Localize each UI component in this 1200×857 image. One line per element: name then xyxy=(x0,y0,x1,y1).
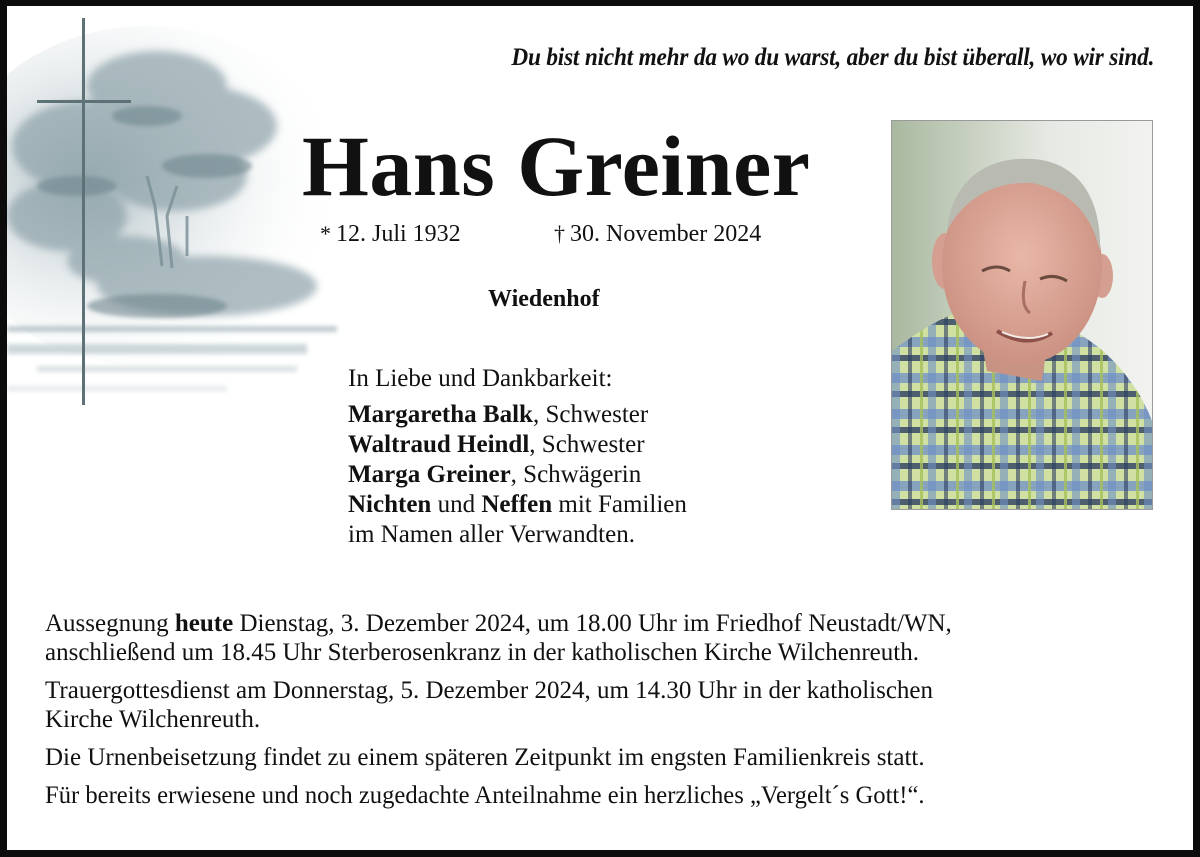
urn-burial-paragraph: Die Urnenbeisetzung findet zu einem späteren Zeitpunkt im engsten Familienkreis statt. xyxy=(45,744,925,771)
blessing-details: Dienstag, 3. Dezember 2024, um 18.00 Uhr im Friedhof Neustadt/WN, xyxy=(233,610,952,637)
mourner-name: Margaretha Balk xyxy=(348,401,533,428)
death-dagger-icon: † xyxy=(554,221,565,246)
mourner-entry xyxy=(348,460,687,490)
families-text: mit Familien xyxy=(552,491,687,518)
motto-quote: Du bist nicht mehr da wo du warst, aber du bist überall, wo wir sind. xyxy=(511,44,1154,71)
deceased-name: Hans Greiner xyxy=(302,118,811,214)
mourners-closing: im Namen aller Verwandten. xyxy=(348,521,635,548)
mourners-list xyxy=(348,364,687,550)
and-text: und xyxy=(431,491,482,518)
mourners-intro: In Liebe und Dankbarkeit: xyxy=(348,365,613,392)
mourner-relation: , Schwägerin xyxy=(510,461,642,488)
portrait-icon xyxy=(892,121,1152,509)
birth-date-text: 12. Juli 1932 xyxy=(336,221,461,247)
nieces-label: Nichten xyxy=(348,491,432,518)
nephews-label: Neffen xyxy=(481,491,553,518)
funeral-service-line2: Kirche Wilchenreuth. xyxy=(45,706,261,733)
mourner-entry xyxy=(348,430,687,460)
residence: Wiedenhof xyxy=(488,286,600,312)
mourner-relation: , Schwester xyxy=(532,401,649,428)
thanks-paragraph: Für bereits erwiesene und noch zugedachte Anteilnahme ein herzliches „Vergelt´s Gott!“. xyxy=(45,782,925,809)
funeral-service-line1: Trauergottesdienst am Donnerstag, 5. Dezember 2024, um 14.30 Uhr in der katholischen xyxy=(45,677,934,704)
mourner-name: Waltraud Heindl xyxy=(348,431,530,458)
tree-watercolor-icon xyxy=(7,6,407,426)
mourner-entry xyxy=(348,490,687,520)
mourner-entry xyxy=(348,400,687,430)
death-date-text: 30. November 2024 xyxy=(570,221,762,247)
death-date xyxy=(554,221,761,248)
portrait-photo xyxy=(891,120,1153,510)
today-emphasis: heute xyxy=(174,610,234,637)
landscape-illustration xyxy=(7,6,407,426)
birth-star-icon: * xyxy=(320,221,331,246)
funeral-service-paragraph xyxy=(45,676,1155,734)
mourner-name: Marga Greiner xyxy=(348,461,511,488)
rosary-details: anschließend um 18.45 Uhr Sterberosenkranz in der katholischen Kirche Wilchenreuth. xyxy=(45,639,919,666)
service-notice xyxy=(45,609,1155,819)
blessing-paragraph xyxy=(45,609,1155,667)
birth-date xyxy=(320,221,461,248)
blessing-text: Aussegnung xyxy=(45,610,175,637)
cross-horizontal xyxy=(37,100,131,103)
mourner-relation: , Schwester xyxy=(529,431,645,458)
cross-vertical xyxy=(82,18,85,405)
